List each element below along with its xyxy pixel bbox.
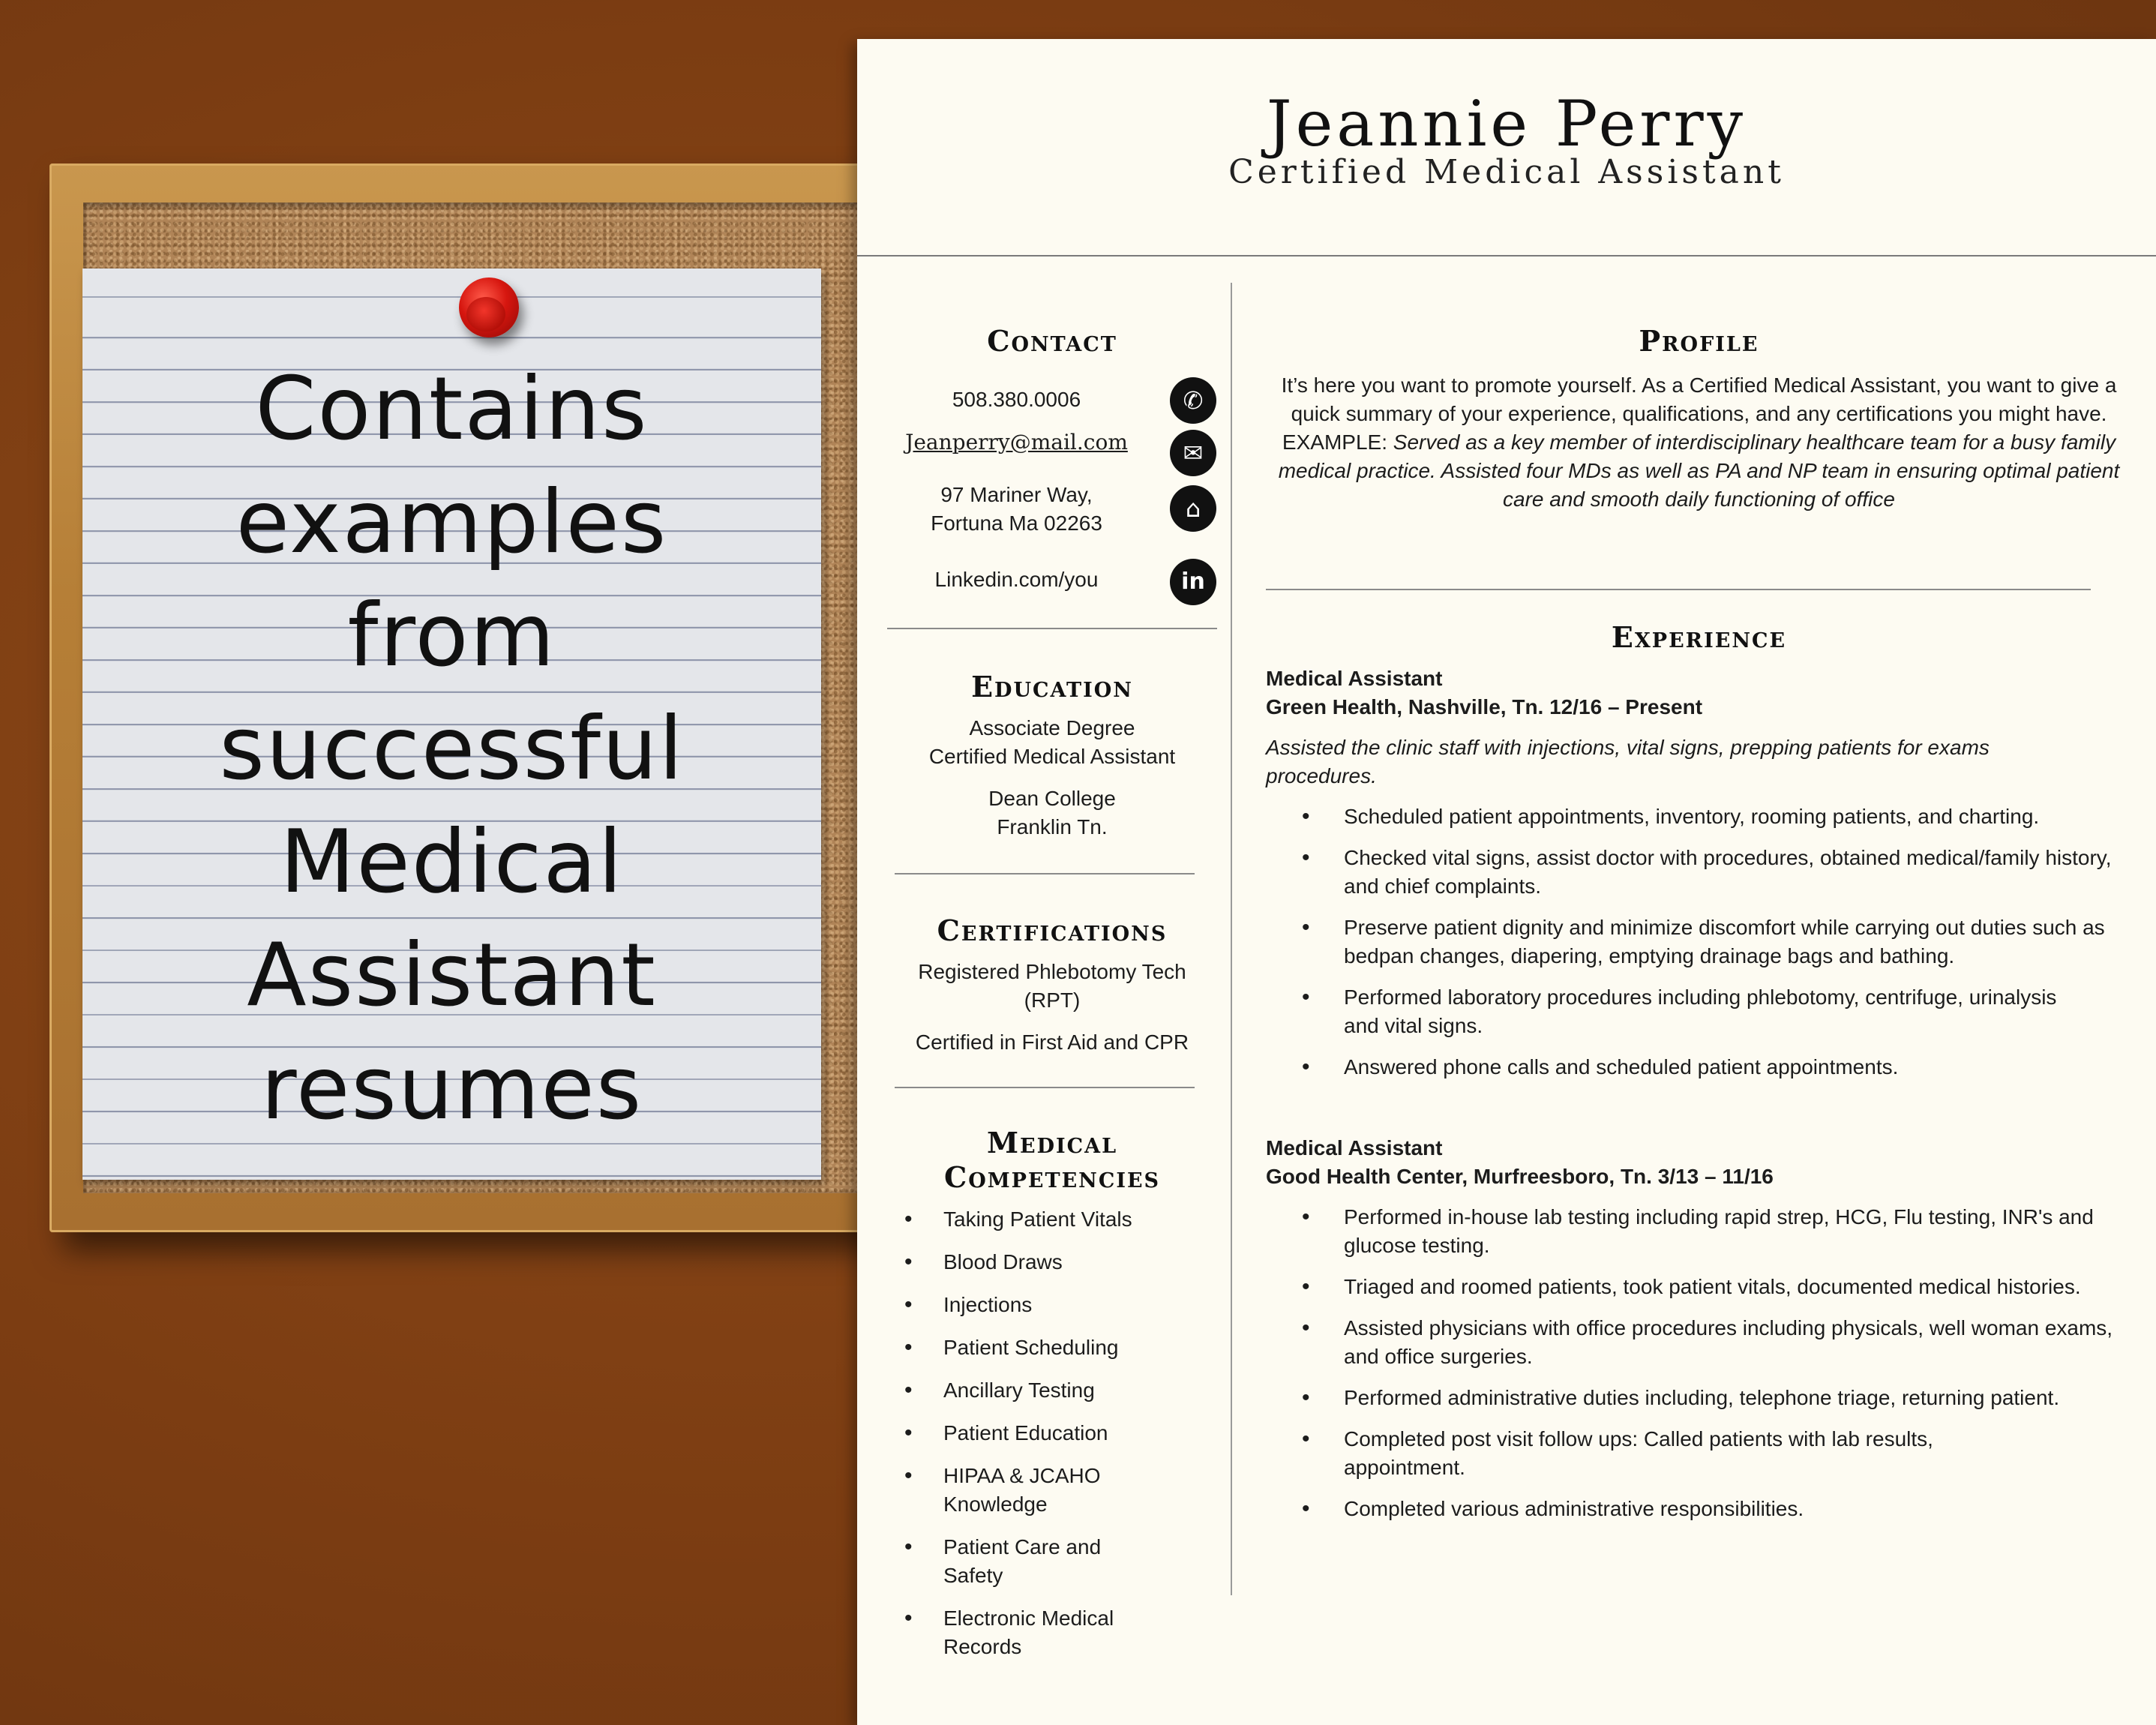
list-item: • Blood Draws xyxy=(898,1248,1217,1276)
list-item: • Preserve patient dignity and minimize discomfort while carrying out duties such as bedpan changes, diapering, emptying drainage bags and bathing. xyxy=(1266,914,2132,970)
list-item: • Assisted physicians with office procedures including physicals, well woman exams, and office surgeries. xyxy=(1266,1314,2132,1371)
list-item: • Ancillary Testing xyxy=(898,1376,1217,1405)
profile-text-plain: It’s here you want to promote yourself. As a Certified Medical Assistant, you want to give a quick summary of your experience, qualifications, and any certifications you might have. EXAMPLE: xyxy=(1281,374,2117,454)
list-item: • Scheduled patient appointments, inventory, rooming patients, and charting. xyxy=(1266,802,2132,831)
section-divider xyxy=(895,1087,1195,1088)
resume-title: Certified Medical Assistant xyxy=(1228,153,1785,191)
section-divider xyxy=(1266,589,2091,590)
profile-heading: Profile xyxy=(1639,324,1759,358)
note-line: Contains xyxy=(255,358,649,460)
contact-address-row xyxy=(887,481,1217,559)
list-item: • Answered phone calls and scheduled patient appointments. xyxy=(1266,1053,2132,1082)
list-item: • Patient Scheduling xyxy=(898,1334,1217,1362)
education-location: Franklin Tn. xyxy=(997,815,1108,838)
note-line: successful xyxy=(219,698,685,800)
address-line-1: 97 Mariner Way, xyxy=(940,483,1093,506)
education-heading: Education xyxy=(971,670,1133,704)
contact-linkedin-row xyxy=(887,559,1217,613)
pushpin-icon xyxy=(459,278,519,338)
left-column xyxy=(887,279,1217,1676)
contact-phone-row xyxy=(887,373,1217,427)
job-employer: Green Health, Nashville, Tn. 12/16 – Present xyxy=(1266,695,1703,718)
job-role: Medical Assistant xyxy=(1266,667,1443,690)
job-summary: Assisted the clinic staff with injections, vital signs, prepping patients for exams procedures. xyxy=(1266,736,1990,788)
section-divider xyxy=(887,628,1217,629)
list-item: • Performed administrative duties including, telephone triage, returning patient. xyxy=(1266,1384,2132,1412)
home-icon: ⌂ xyxy=(1170,485,1216,532)
certifications-heading: Certifications xyxy=(937,914,1168,947)
address-line-2: Fortuna Ma 02263 xyxy=(931,512,1102,535)
competencies-heading-line: Competencies xyxy=(943,1160,1161,1194)
note-handwritten-text xyxy=(82,352,821,1145)
education-degree: Associate Degree xyxy=(969,716,1135,740)
resume-page xyxy=(857,39,2156,1725)
job-employer: Good Health Center, Murfreesboro, Tn. 3/13 – 11/16 xyxy=(1266,1165,1774,1188)
job-bullets xyxy=(1266,802,2132,1082)
profile-text xyxy=(1266,371,2132,514)
list-item: • Completed post visit follow ups: Called patients with lab results, appointment. xyxy=(1266,1425,2132,1482)
job-role: Medical Assistant xyxy=(1266,1136,1443,1160)
list-item: • Taking Patient Vitals xyxy=(898,1205,1217,1234)
contact-list xyxy=(887,373,1217,613)
contact-heading: Contact xyxy=(987,324,1117,358)
phone-icon: ✆ xyxy=(1170,377,1216,424)
list-item: • HIPAA & JCAHO Knowledge xyxy=(898,1462,1217,1519)
certification-item: Certified in First Aid and CPR xyxy=(915,1030,1189,1054)
list-item: • Triaged and roomed patients, took patient vitals, documented medical histories. xyxy=(1266,1273,2132,1301)
list-item: • Performed in-house lab testing including rapid strep, HCG, Flu testing, INR's and glucose testing. xyxy=(1266,1203,2132,1260)
contact-email-row xyxy=(887,427,1217,481)
contact-address xyxy=(887,481,1146,538)
note-line: Assistant xyxy=(247,925,657,1026)
job-entry xyxy=(1266,664,2132,1082)
experience-heading: Experience xyxy=(1611,620,1787,654)
contact-email[interactable]: Jeanperry@mail.com xyxy=(905,430,1128,454)
competencies-heading-line: Medical xyxy=(986,1126,1118,1160)
header-divider xyxy=(857,255,2156,256)
list-item: • Completed various administrative responsibilities. xyxy=(1266,1495,2132,1523)
certification-item: Registered Phlebotomy Tech (RPT) xyxy=(918,960,1186,1012)
note-line: examples xyxy=(235,472,668,573)
profile-text-example: Served as a key member of interdisciplinary healthcare team for a busy family medical practice. Assisted four MDs as well as PA and NP team in ensuring optimal patient care and smooth daily functioning of office xyxy=(1278,430,2120,511)
competencies-heading xyxy=(887,1126,1217,1195)
list-item: • Patient Education xyxy=(898,1419,1217,1448)
job-entry xyxy=(1266,1134,2132,1523)
list-item: • Checked vital signs, assist doctor with procedures, obtained medical/family history, and chief complaints. xyxy=(1266,844,2132,901)
contact-linkedin[interactable]: Linkedin.com/you xyxy=(934,568,1099,591)
list-item: • Injections xyxy=(898,1291,1217,1319)
section-divider xyxy=(895,873,1195,874)
contact-phone: 508.380.0006 xyxy=(952,388,1081,411)
note-line: resumes xyxy=(260,1038,643,1139)
note-line: Medical xyxy=(280,812,624,913)
education-block xyxy=(887,714,1217,842)
education-program: Certified Medical Assistant xyxy=(928,745,1176,768)
linkedin-icon: in xyxy=(1170,559,1216,605)
job-bullets xyxy=(1266,1203,2132,1523)
education-school: Dean College xyxy=(988,787,1116,810)
right-column xyxy=(1266,279,2132,1536)
list-item: • Patient Care and Safety xyxy=(898,1533,1217,1590)
column-divider xyxy=(1231,283,1232,1595)
list-item: • Electronic Medical Records xyxy=(898,1604,1217,1661)
competencies-list xyxy=(898,1205,1217,1661)
mail-icon: ✉ xyxy=(1170,430,1216,476)
note-line: from xyxy=(347,585,556,686)
resume-name: Jeannie Perry xyxy=(1266,87,1747,160)
list-item: • Performed laboratory procedures including phlebotomy, centrifuge, urinalysis and vital signs. xyxy=(1266,983,2132,1040)
certifications-block xyxy=(887,958,1217,1057)
